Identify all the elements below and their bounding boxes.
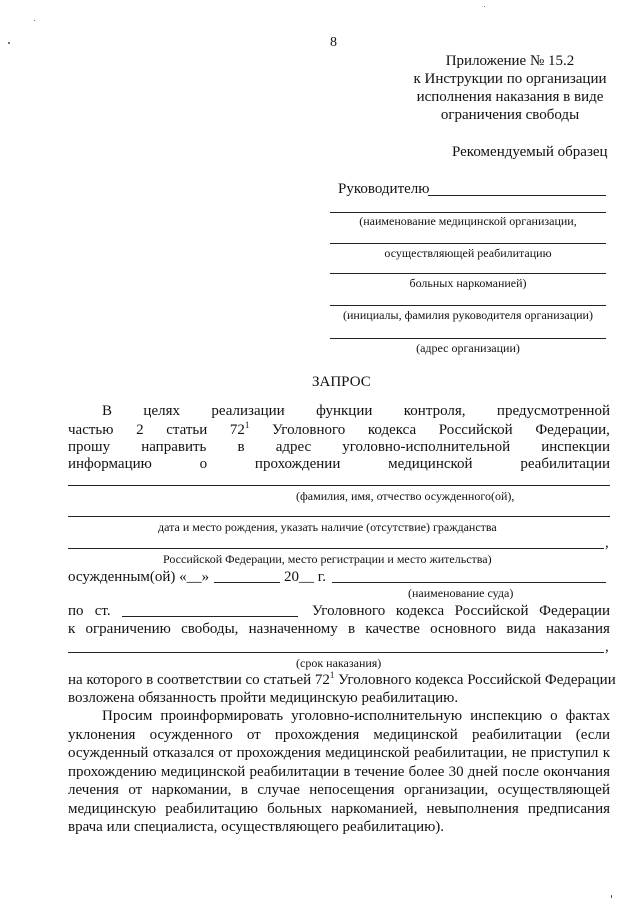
addressee-label: Руководителю (338, 181, 430, 197)
body-line-2 (68, 421, 610, 439)
word: основного (430, 621, 497, 637)
convicted-prefix: осужденным(ой) «__» (68, 569, 213, 585)
hint-registration: Российской Федерации, место регистрации и место жительства) (163, 552, 492, 566)
word: о (199, 456, 208, 472)
birth-line (68, 516, 610, 517)
term-line (68, 652, 604, 653)
addressee-line-3 (330, 243, 606, 244)
restriction-line (68, 620, 610, 638)
scan-speck (484, 6, 485, 7)
word: адрес (275, 439, 312, 455)
recommended-sample: Рекомендуемый образец (452, 144, 608, 160)
body-line-1 (102, 402, 610, 420)
article-suffix (312, 602, 610, 620)
word: свободы, (181, 621, 239, 637)
hint-term: (срок наказания) (296, 656, 382, 670)
appendix-line-3: исполнения наказания в виде (416, 89, 604, 105)
word: инспекции (541, 439, 610, 455)
hint-birth: дата и место рождения, указать наличие (отсутствие) гражданства (158, 520, 497, 534)
addressee-line-6 (330, 338, 606, 339)
addressee-line-4 (330, 273, 606, 274)
word: наказания (546, 621, 610, 637)
addressee-line-1 (428, 195, 606, 196)
duty-line-2: возложена обязанность пройти медицинскую реабилитацию. (68, 690, 459, 706)
word: Федерации (539, 603, 610, 619)
appendix-header (400, 52, 620, 124)
word: кодекса (367, 422, 417, 438)
word: в (348, 621, 356, 637)
hint-head: (инициалы, фамилия руководителя организации) (343, 308, 593, 322)
comma-2: , (605, 639, 609, 655)
body-line-4 (68, 455, 610, 473)
month-line (214, 582, 280, 583)
addressee-line-5 (330, 305, 606, 306)
fio-line (68, 485, 610, 486)
word: в (237, 439, 245, 455)
scan-speck (611, 895, 612, 898)
word: контроля, (403, 403, 466, 419)
word: предусмотренной (496, 403, 610, 419)
word: целях (143, 403, 180, 419)
appendix-line-1: Приложение № 15.2 (445, 53, 575, 69)
superscript: 1 (329, 670, 335, 680)
article-line (122, 616, 298, 617)
word: Уголовного (312, 603, 386, 619)
appendix-line-2: к Инструкции по организации (413, 71, 607, 87)
duty-line-1: на которого в соответствии со статьей $72^1$ Уголовного кодекса Российской Федерации (68, 670, 616, 688)
word: ограничению (85, 621, 171, 637)
hint-org-name: (наименование медицинской организации, (359, 214, 577, 228)
word: реализации (211, 403, 285, 419)
hint-fio: (фамилия, имя, отчество осужденного(ой), (296, 489, 515, 503)
word: прошу (68, 439, 111, 455)
word: статьи (166, 422, 208, 438)
word: уголовно-исполнительной (342, 439, 511, 455)
court-line (332, 582, 606, 583)
word: прохождении (254, 456, 341, 472)
word: Российской (454, 603, 529, 619)
hint-patients: больных наркоманией) (409, 276, 527, 290)
word: качестве (365, 621, 420, 637)
article-prefix: по ст. (68, 603, 111, 619)
word: частью (68, 422, 114, 438)
hint-address: (адрес организации) (416, 341, 520, 355)
page-number: 8 (330, 35, 337, 50)
word: реабилитации (520, 456, 610, 472)
word: В (102, 403, 113, 419)
word: Российской (438, 422, 513, 438)
hint-court: (наименование суда) (408, 586, 514, 600)
word: к (68, 621, 76, 637)
word: вида (506, 621, 536, 637)
word: функции (316, 403, 373, 419)
word: Уголовного (272, 422, 346, 438)
hint-rehab: осуществляющей реабилитацию (384, 246, 552, 260)
word: медицинской (388, 456, 473, 472)
word: назначенному (248, 621, 338, 637)
article-number: $72^1$ (229, 420, 250, 438)
convicted-year: 20__ г. (284, 569, 326, 585)
word: 2 (136, 422, 144, 438)
body-line-3 (68, 438, 610, 456)
addressee-line-2 (330, 212, 606, 213)
word: направить (141, 439, 207, 455)
scan-speck (34, 20, 35, 21)
appendix-line-4: ограничения свободы (440, 107, 580, 123)
scan-speck (8, 42, 10, 44)
document-title: ЗАПРОС (312, 374, 371, 390)
comma-1: , (605, 535, 609, 551)
word: информацию (68, 456, 152, 472)
word: кодекса (395, 603, 445, 619)
request-paragraph: Просим проинформировать уголовно-исполнительную инспекцию о фактах уклонения осужденного от прохождения медицинской реабилитации (если осужденный отказался от прохождения медицинской реабилитации, не приступил к прохождению медицинской реабилитации в течение более 30 дней после окончания лечения от наркомании, в случае непосещения организации, осуществляющей медицинскую реабилитацию больных наркоманией, невыполнения предписания врача или специалиста, осуществляющего реабилитацию). (68, 708, 610, 835)
word: Федерации, (535, 422, 610, 438)
superscript: 1 (244, 420, 250, 430)
citizenship-line (68, 548, 604, 549)
